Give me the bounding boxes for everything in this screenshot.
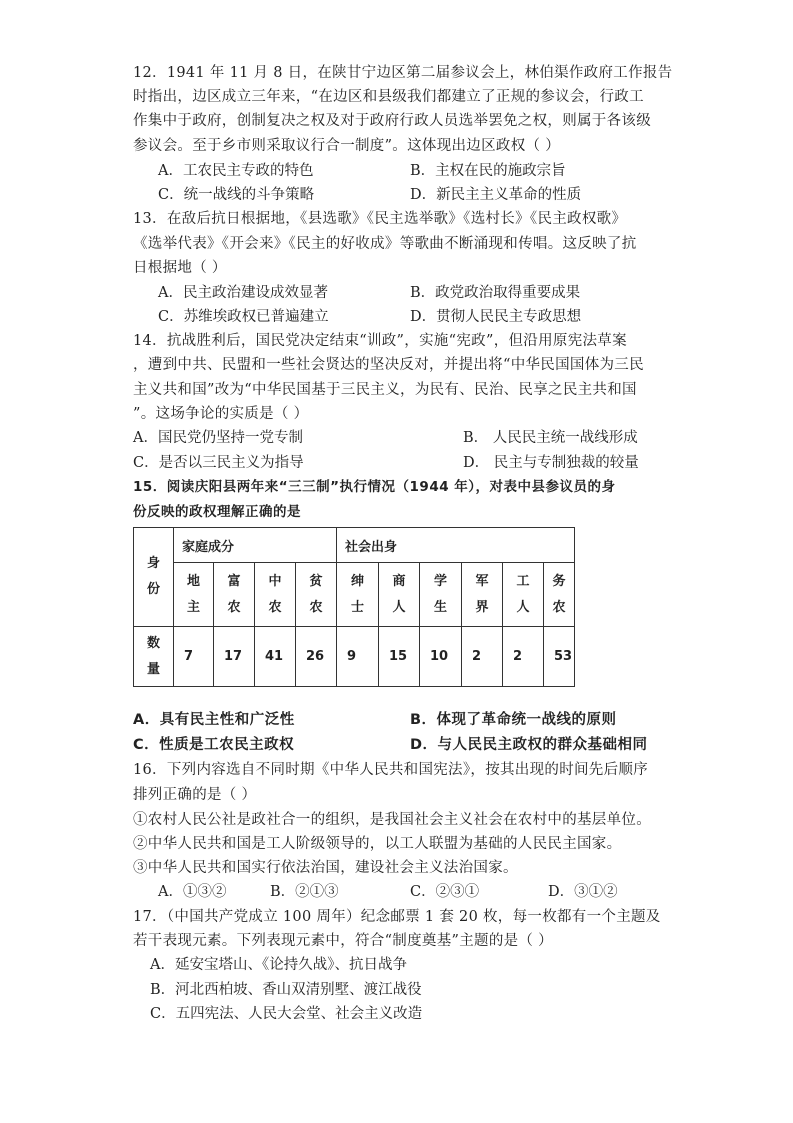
q13-line-3: 日根据地（ ） (133, 260, 227, 276)
q15-data-table (133, 527, 575, 687)
q16-option-c: C．②③① (410, 884, 480, 900)
q14-line-4: ”。这场争论的实质是（ ） (133, 406, 309, 422)
row-label-count: 数 量 (134, 627, 174, 687)
q16-statement-3: ③中华人民共和国实行依法治国，建设社会主义法治国家。 (133, 860, 518, 876)
q12-option-c: C．统一战线的斗争策略 (158, 187, 315, 203)
row-label-identity: 身 份 (134, 528, 174, 627)
col-header-military: 军 界 (462, 563, 503, 627)
table-cell: 7 (174, 627, 214, 687)
q13-option-c: C．苏维埃政权已普遍建立 (158, 309, 329, 325)
table-cell: 53 (544, 627, 575, 687)
table-cell: 17 (214, 627, 255, 687)
q17-option-a: A．延安宝塔山、《论持久战》、抗日战争 (150, 957, 407, 973)
q12-line-3: 作集中于政府，创制复决之权及对于政府行政人员选举罢免之权，则属于各该级 (133, 113, 651, 129)
q14-option-c: C．是否以三民主义为指导 (133, 455, 304, 471)
q15-line-2: 份反映的政权理解正确的是 (133, 504, 301, 520)
col-header-landlord: 地 主 (174, 563, 214, 627)
q12-option-a: A．工农民主专政的特色 (158, 163, 314, 179)
q12-option-d: D．新民主主义革命的性质 (410, 187, 582, 203)
table-cell: 2 (503, 627, 544, 687)
table-cell: 10 (420, 627, 462, 687)
q14-line-2: ，遭到中共、民盟和一些社会贤达的坚决反对，并提出将“中华民国国体为三民 (133, 357, 644, 373)
col-header-poor-peasant: 贫 农 (296, 563, 337, 627)
q15-option-d: D．与人民民主政权的群众基础相同 (410, 737, 648, 753)
table-cell: 15 (379, 627, 420, 687)
q12-option-b: B．主权在民的施政宗旨 (410, 163, 566, 179)
q17-line-2: 若干表现元素。下列表现元素中，符合“制度奠基”主题的是（ ） (133, 933, 553, 949)
q16-statement-2: ②中华人民共和国是工人阶级领导的，以工人联盟为基础的人民民主国家。 (133, 836, 622, 852)
col-header-worker: 工 人 (503, 563, 544, 627)
q14-option-b: B． 人民民主统一战线形成 (463, 430, 638, 446)
group-header-family: 家庭成分 (174, 528, 337, 563)
q13-option-b: B．政党政治取得重要成果 (410, 285, 581, 301)
col-header-gentry: 绅 士 (337, 563, 379, 627)
q15-option-a: A．具有民主性和广泛性 (133, 712, 295, 728)
q17-line-1: 17．（中国共产党成立 100 周年）纪念邮票 1 套 20 枚，每一枚都有一个主题及 (133, 909, 661, 925)
q14-line-1: 14．抗战胜利后，国民党决定结束“训政”，实施“宪政”，但沿用原宪法草案 (133, 333, 627, 349)
table-cell: 9 (337, 627, 379, 687)
table-cell: 2 (462, 627, 503, 687)
table-cell: 26 (296, 627, 337, 687)
q14-option-d: D． 民主与专制独裁的较量 (463, 455, 639, 471)
col-header-farmer: 务 农 (544, 563, 575, 627)
q12-line-4: 参议会。至于乡市则采取议行合一制度”。这体现出边区政权（ ） (133, 138, 561, 154)
q17-option-b: B．河北西柏坡、香山双清别墅、渡江战役 (150, 982, 422, 998)
group-header-social: 社会出身 (337, 528, 575, 563)
q16-line-2: 排列正确的是（ ） (133, 787, 257, 803)
q16-option-b: B．②①③ (270, 884, 339, 900)
q13-line-1: 13．在敌后抗日根据地，《县选歌》《民主选举歌》《选村长》《民主政权歌》 (133, 211, 627, 227)
q14-option-a: A．国民党仍坚持一党专制 (133, 430, 303, 446)
table-cell: 41 (255, 627, 296, 687)
q12-line-1: 12．1941 年 11 月 8 日，在陕甘宁边区第二届参议会上，林伯渠作政府工作报告 (133, 65, 673, 81)
q15-line-1: 15．阅读庆阳县两年来“三三制”执行情况（1944 年），对表中县参议员的身 (133, 479, 616, 495)
q13-option-d: D．贯彻人民民主专政思想 (410, 309, 582, 325)
q14-line-3: 主义共和国”改为“中华民国基于三民主义，为民有、民治、民享之民主共和国 (133, 382, 637, 398)
col-header-middle-peasant: 中 农 (255, 563, 296, 627)
q13-option-a: A．民主政治建设成效显著 (158, 285, 328, 301)
col-header-rich-peasant: 富 农 (214, 563, 255, 627)
q15-option-c: C．性质是工农民主政权 (133, 737, 295, 753)
q16-statement-1: ①农村人民公社是政社合一的组织，是我国社会主义社会在农村中的基层单位。 (133, 812, 651, 828)
q16-option-d: D．③①② (548, 884, 618, 900)
col-header-merchant: 商 人 (379, 563, 420, 627)
q12-line-2: 时指出，边区成立三年来，“在边区和县级我们都建立了正规的参议会，行政工 (133, 89, 644, 105)
q16-line-1: 16．下列内容选自不同时期《中华人民共和国宪法》，按其出现的时间先后顺序 (133, 762, 648, 778)
q16-option-a: A．①③② (158, 884, 227, 900)
q17-option-c: C．五四宪法、人民大会堂、社会主义改造 (150, 1006, 423, 1022)
col-header-student: 学 生 (420, 563, 462, 627)
q13-line-2: 《选举代表》《开会来》《民主的好收成》等歌曲不断涌现和传唱。这反映了抗 (133, 236, 637, 252)
q15-option-b: B．体现了革命统一战线的原则 (410, 712, 617, 728)
